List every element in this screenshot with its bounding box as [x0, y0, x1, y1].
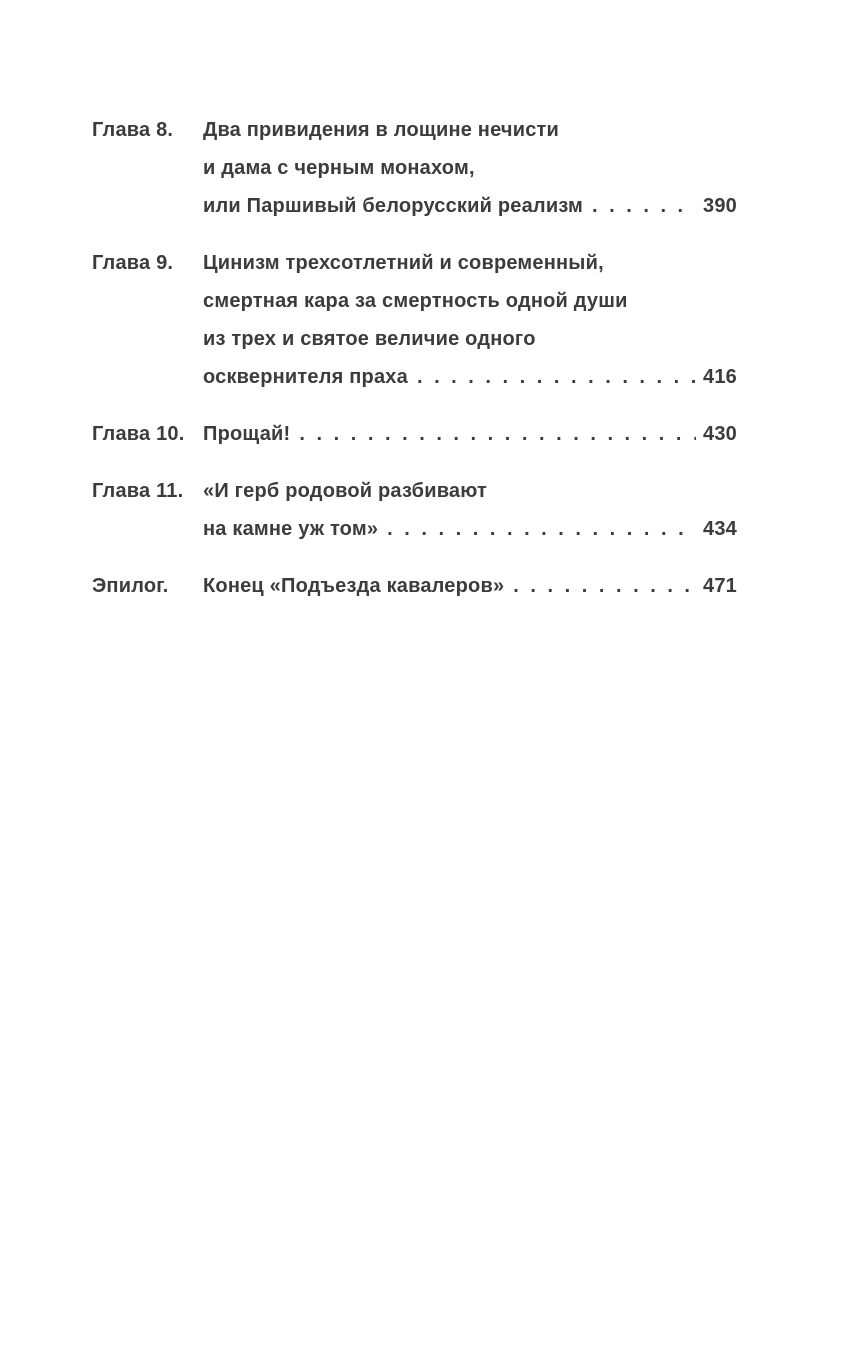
- title-line: [203, 567, 737, 605]
- chapter-title: [203, 244, 737, 396]
- dot-leader: [592, 187, 696, 225]
- title-line-text: Прощай!: [203, 423, 291, 445]
- chapter-title: [203, 567, 737, 605]
- title-line: из трех и святое величие одного: [203, 328, 536, 350]
- toc-entry-chapter-9: [92, 244, 737, 396]
- page-number: 430: [703, 423, 737, 445]
- dot-leader: [387, 510, 696, 548]
- chapter-title: [203, 111, 737, 225]
- chapter-label: Глава 8.: [92, 119, 174, 141]
- chapter-label: Глава 9.: [92, 252, 174, 274]
- toc-entry-chapter-11: [92, 472, 737, 548]
- chapter-label: Глава 11.: [92, 480, 184, 502]
- chapter-label: Эпилог.: [92, 575, 169, 597]
- toc-entry-chapter-8: [92, 111, 737, 225]
- toc-entry-chapter-10: [92, 415, 737, 453]
- title-line: [203, 187, 737, 225]
- title-line: смертная кара за смертность одной души: [203, 290, 628, 312]
- title-line: и дама с черным монахом,: [203, 157, 475, 179]
- title-line-text: Конец «Подъезда кавалеров»: [203, 575, 505, 597]
- title-line: Два привидения в лощине нечисти: [203, 119, 560, 141]
- title-line: Цинизм трехсотлетний и современный,: [203, 252, 604, 274]
- chapter-title: [203, 415, 737, 453]
- toc-entry-epilogue: [92, 567, 737, 605]
- title-line: [203, 415, 737, 453]
- dot-leader: [513, 567, 696, 605]
- title-line: [203, 358, 737, 396]
- title-line-text: на камне уж том»: [203, 518, 379, 540]
- page-number: 434: [703, 518, 737, 540]
- chapter-title: [203, 472, 737, 548]
- title-line: [203, 510, 737, 548]
- chapter-label: Глава 10.: [92, 423, 185, 445]
- page-number: 390: [703, 195, 737, 217]
- title-line-text: или Паршивый белорусский реализм: [203, 195, 583, 217]
- title-line-text: осквернителя праха: [203, 366, 408, 388]
- page-number: 416: [703, 366, 737, 388]
- page-number: 471: [703, 575, 737, 597]
- dot-leader: [299, 415, 696, 453]
- dot-leader: [417, 358, 696, 396]
- title-line: «И герб родовой разбивают: [203, 480, 488, 502]
